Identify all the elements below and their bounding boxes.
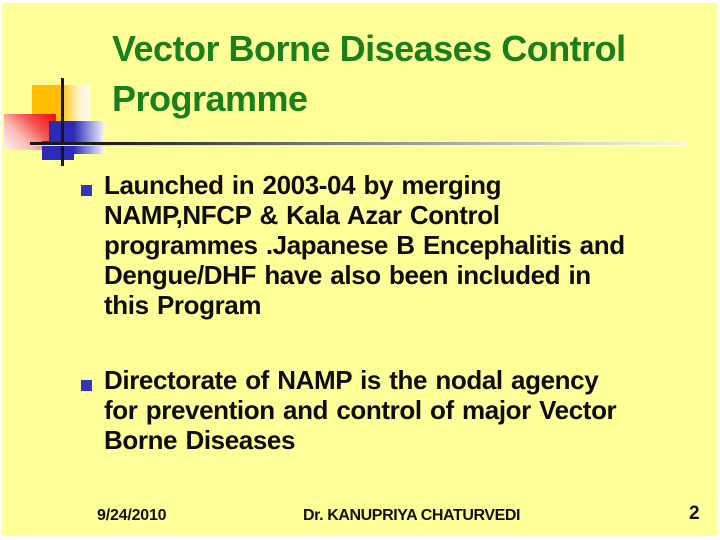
bullet-line: Borne Diseases <box>104 425 296 455</box>
footer-author: Dr. KANUPRIYA CHATURVEDI <box>303 507 521 524</box>
bullet-1 <box>104 170 664 320</box>
title-underline-rule <box>30 142 686 146</box>
bullet-line: NAMP,NFCP & Kala Azar Control <box>104 200 500 230</box>
bullet-line: Launched in 2003-04 by merging <box>104 170 502 200</box>
bullet-line: this Program <box>104 290 262 320</box>
bullet-square-icon <box>81 380 92 391</box>
slide-title: Vector Borne Diseases Control Programme <box>112 28 626 119</box>
slide-background <box>2 3 718 536</box>
bullet-2 <box>104 365 664 455</box>
bullet-line: programmes .Japanese B Encephalitis and <box>104 230 625 260</box>
footer-page-number: 2 <box>689 503 700 524</box>
footer-date: 9/24/2010 <box>97 507 167 524</box>
decoration-vertical-line <box>61 78 64 166</box>
bullet-line: for prevention and control of major Vector <box>104 395 617 425</box>
bullet-square-icon <box>81 185 92 196</box>
bullet-line: Directorate of NAMP is the nodal agency <box>104 365 599 395</box>
bullet-line: Dengue/DHF have also been included in <box>104 260 591 290</box>
